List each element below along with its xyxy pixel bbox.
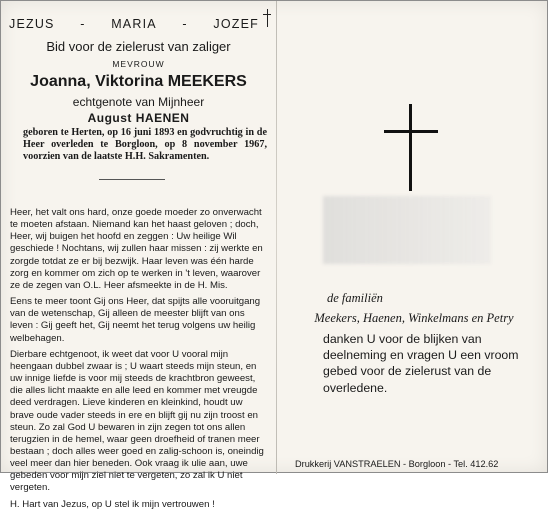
divider	[99, 179, 165, 180]
cross-icon	[384, 104, 438, 191]
prayer-paragraph-2: Eens te meer toont Gij ons Heer, dat spijts alle vooruitgang van de wetenschap, Gij alleen de meester blijft van ons leven : Gij geeft het, Gij neemt het terug volgens uw heilig welbehagen.	[10, 296, 261, 344]
prayer-paragraph-3: Dierbare echtgenoot, ik weet dat voor U vooral mijn heengaan dubbel zwaar is ; U waart steeds mijn steun, en uw innige liefde is voor mij steeds de krachtbron geweest, die alles licht maakte en alle leed en kommer met vreugde deed verdragen. Lieve kinderen en kleinkind, houdt uw brave oude vader steeds in ere en blijft gij nu zijn troost en steun. Zo zal God U bewaren in zijn zegen tot ons allen terugzien in de hemel, waar geen droefheid of tranen meer bestaan ; doch alles weer goed en zalig-schoon is, oneindig veel meer dan hier beneden. Ook vraag ik ulie aan, uwe gebeden voor mijn ziel niet te vergeten, zo zal ik U niet vergeten.	[10, 348, 264, 494]
holy-name-jezus: JEZUS	[9, 17, 55, 31]
prayer-paragraph-4: H. Hart van Jezus, op U stel ik mijn vertrouwen !	[10, 498, 215, 510]
prayer-request: Bid voor de zielerust van zaliger	[46, 39, 231, 54]
prayer-text	[10, 207, 268, 515]
spouse-name: August HAENEN	[87, 111, 190, 125]
holy-name-jozef: JOZEF	[213, 17, 259, 31]
thanks-text: danken U voor de blijken van deelneming en vragen U een vroom gebed voor de zielerust van de overledene.	[323, 332, 519, 395]
title-prefix: MEVROUW	[112, 59, 165, 69]
holy-names	[9, 17, 259, 31]
prayer-paragraph-1: Heer, het valt ons hard, onze goede moeder zo onverwacht te moeten afstaan. Niemand kan het haast geloven ; doch, Heer, wij buigen het hoofd en zeggen : Uw heilige Wil geschiede ! Nochtans, wij zullen haar missen : zij werkte en zorgde totdat ze er bij bezwijk. Haar leven was één harde zorg en kommer om zich op te werken in 't leven, waarover ze de zegen van O.L. Heer afsmeekte in de H. Mis.	[10, 207, 263, 291]
holy-name-maria: MARIA	[111, 17, 157, 31]
spouse-intro: echtgenote van Mijnheer	[72, 95, 205, 109]
small-cross-icon	[263, 9, 271, 27]
holy-name-dash-2: -	[182, 17, 188, 31]
holy-name-dash-1: -	[80, 17, 86, 31]
faded-show-through	[323, 196, 491, 264]
family-names: Meekers, Haenen, Winkelmans en Petry	[314, 311, 514, 325]
biography: geboren te Herten, op 16 juni 1893 en godvruchtig in de Heer overleden te Borgloon, op 8 november 1967, voorzien van de laatste H.H. Sakramenten.	[23, 127, 267, 162]
card-fold-line	[276, 1, 277, 474]
printer-credit: Drukkerij VANSTRAELEN - Borgloon - Tel. 412.62	[295, 459, 499, 469]
family-label: de familiën	[327, 291, 383, 305]
deceased-name: Joanna, Viktorina MEEKERS	[30, 73, 247, 90]
left-panel	[1, 1, 276, 510]
